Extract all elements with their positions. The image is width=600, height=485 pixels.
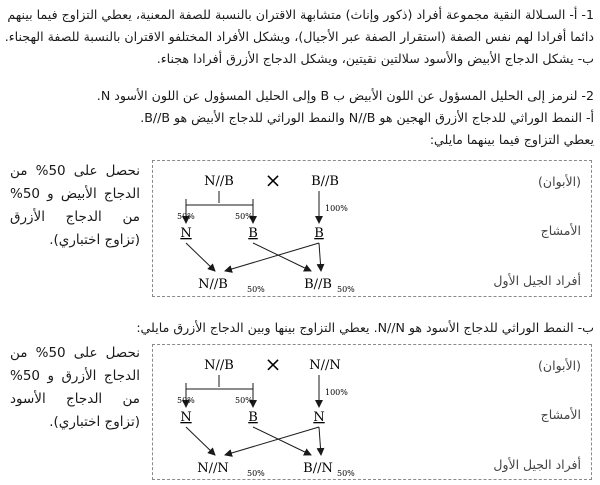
gamete-3: B [314, 226, 324, 241]
parent-right: B//B [311, 174, 339, 189]
offspring-1: N//B [198, 277, 228, 292]
cross-scheme [153, 345, 453, 479]
offspring-1-pct: 50% [247, 285, 265, 294]
label-f1: أفراد الجيل الأول [493, 273, 581, 288]
offspring-1: N//N [197, 461, 229, 476]
label-parents: (الأبوان) [538, 174, 581, 189]
parent-left: N//B [204, 174, 234, 189]
offspring-2-pct: 50% [337, 469, 355, 478]
label-gametes: الأمشاج [540, 223, 581, 238]
p2-line2: أ- النمط الوراثي للدجاج الأزرق الهجين هو N//B والنمط الوراثي للدجاج الأبيض هو B//B. [140, 110, 594, 125]
label-gametes: الأمشاج [540, 407, 581, 422]
p2-line3: يعطي التزاوج فيما بينهما مايلي: [429, 132, 594, 147]
cross-scheme [153, 161, 453, 296]
fusion-arrows [186, 427, 321, 455]
offspring-2: B//N [303, 461, 333, 476]
cross-diagram-2 [152, 344, 592, 480]
cross-diagram-1 [152, 160, 592, 297]
cross-symbol: × [264, 168, 282, 192]
gamete-2: B [248, 410, 258, 425]
p3-line1: ب- النمط الوراثي للدجاج الأسود هو N//N. يعطي التزاوج بينها وبين الدجاج الأزرق مايلي: [136, 320, 594, 335]
gamete-3: N [313, 410, 325, 425]
split-right-pct: 50% [235, 396, 253, 405]
gamete-1: N [180, 410, 192, 425]
p2-line1: 2- لنرمز إلى الحليل المسؤول عن اللون الأبيض ب B وإلى الحليل المسؤول عن اللون الأسود N. [96, 88, 594, 103]
gamete-1: N [180, 226, 192, 241]
fusion-arrows [186, 243, 321, 271]
split-single-pct: 100% [325, 388, 348, 397]
side-note-1: نحصل على 50% من الدجاج الأبيض و 50% من الدجاج الأزرق (تزاوج اختباري). [10, 163, 140, 248]
split-left-pct: 50% [177, 212, 195, 221]
offspring-2-pct: 50% [337, 285, 355, 294]
split-right-pct: 50% [235, 212, 253, 221]
label-f1: أفراد الجيل الأول [493, 457, 581, 472]
parent-left: N//B [204, 358, 234, 373]
p1-line3: ب- يشكل الدجاج الأبيض والأسود سلالتين نقيتين، ويشكل الدجاج الأزرق أفرادا هجناء. [156, 51, 594, 66]
label-parents: (الأبوان) [538, 358, 581, 373]
cross-symbol: × [264, 352, 282, 376]
split-single-pct: 100% [325, 204, 348, 213]
offspring-1-pct: 50% [247, 469, 265, 478]
gamete-2: B [248, 226, 258, 241]
p1-line1: 1- أ- السـلالة النقية مجموعة أفراد (ذكور وإناث) متشابهة الاقتران بالنسبة للصفة المعنية، يعطي التزاوج فيما بينهم [7, 7, 594, 22]
parent-right: N//N [309, 358, 341, 373]
p1-line2: دائما أفرادا لهم نفس الصفة (استقرار الصفة عبر الأجيال)، ويشكل الأفراد المختلفو الاقتران بالنسبة للصفة الهجناء. [4, 29, 594, 44]
side-note-2: نحصل على 50% من الدجاج الأزرق و 50% من الدجاج الأسود (تزاوج اختباري). [10, 345, 140, 430]
offspring-2: B//B [304, 277, 332, 292]
split-left-pct: 50% [177, 396, 195, 405]
